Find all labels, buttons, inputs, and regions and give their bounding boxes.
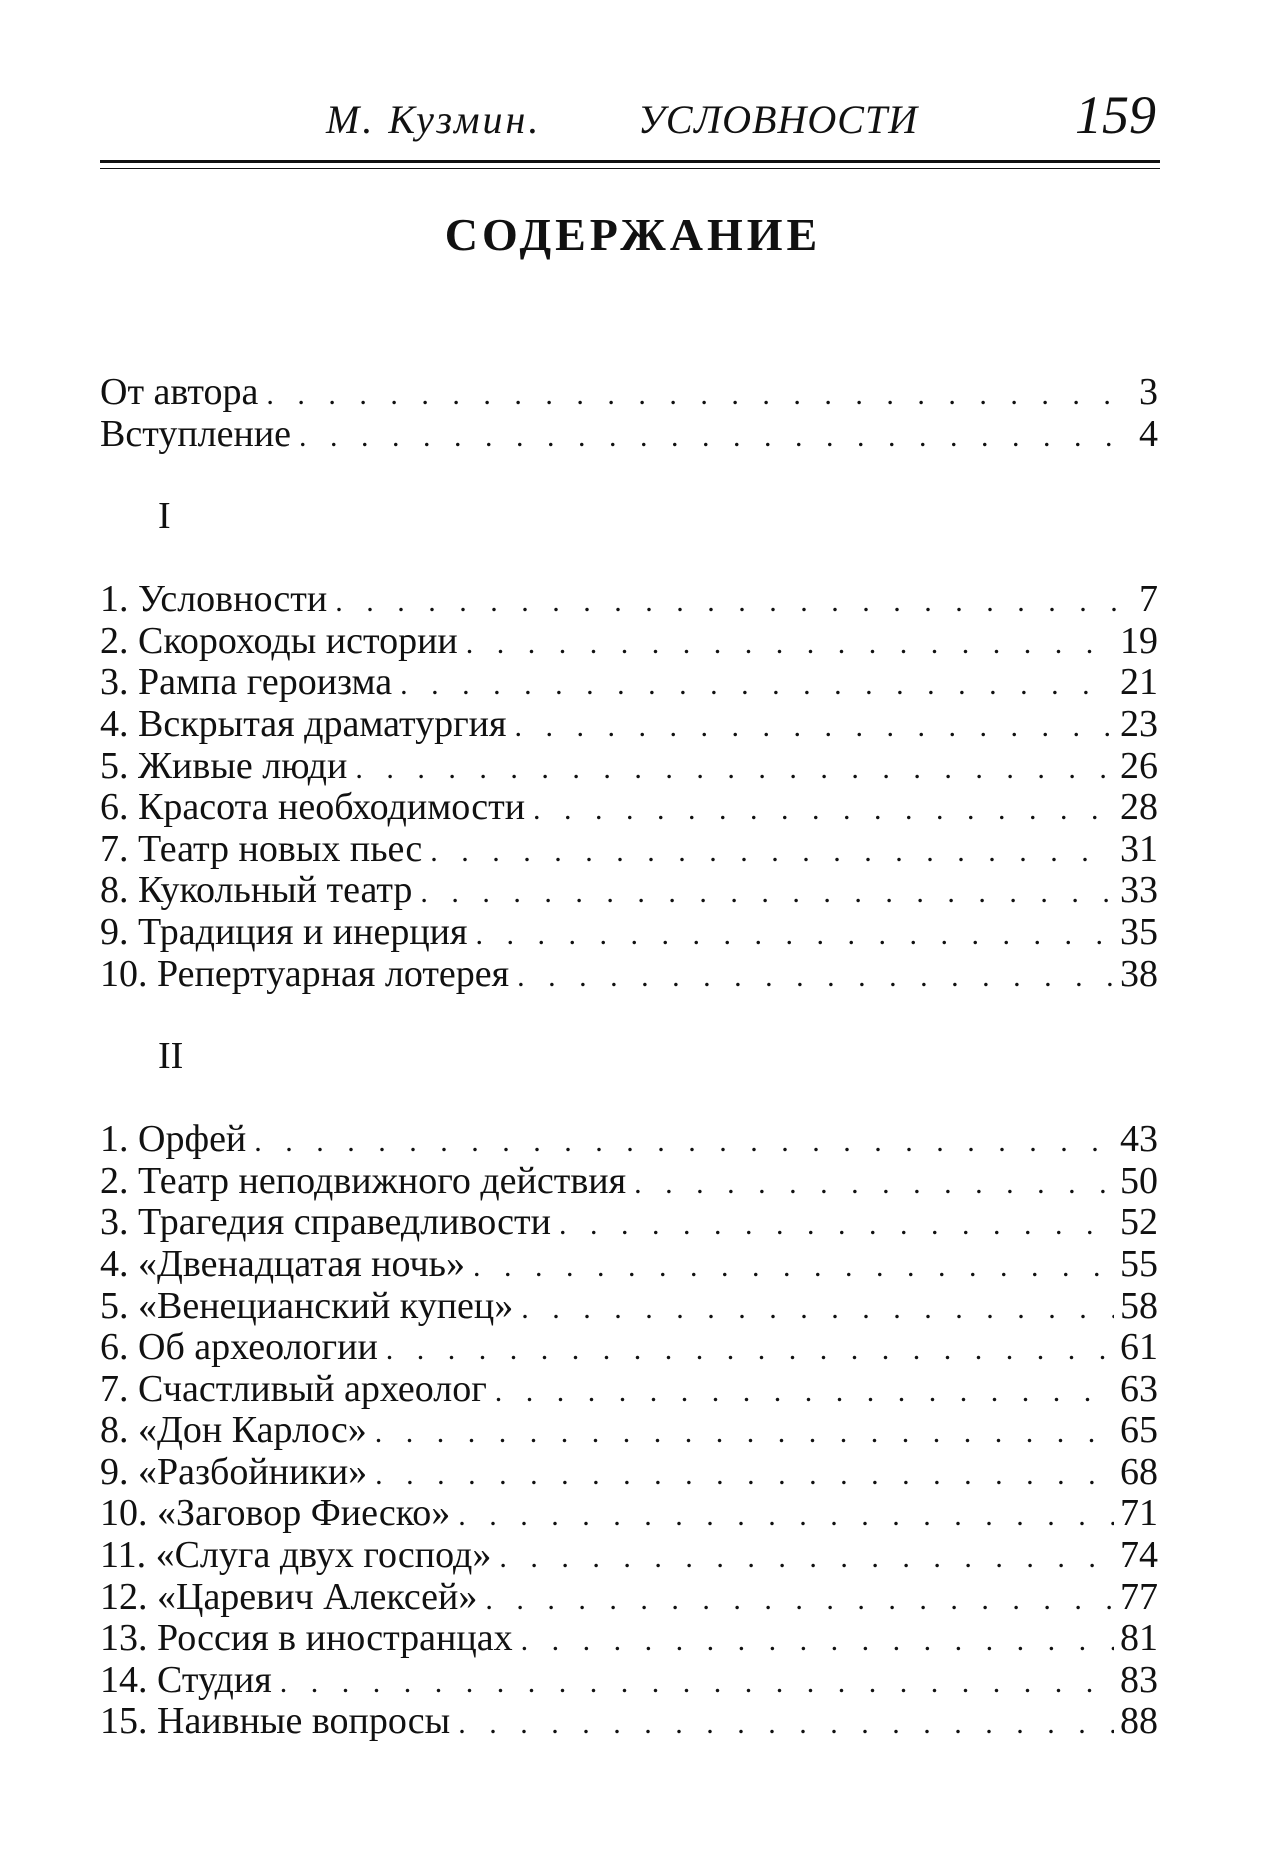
toc-entry-title: 1. Условности: [100, 578, 328, 621]
dot-leader: [386, 1329, 1114, 1371]
dot-leader: [375, 1412, 1114, 1454]
dot-leader: [475, 914, 1114, 956]
toc-entry-title: 7. Счастливый археолог: [100, 1367, 487, 1410]
toc-entry: [100, 1577, 1158, 1619]
toc-entry-page: 61: [1120, 1326, 1158, 1369]
toc-entry: [100, 1535, 1158, 1577]
toc-entry-page: 31: [1120, 827, 1158, 870]
toc-entry-title: 10. «Заговор Фиеско»: [100, 1492, 451, 1535]
toc-entry-page: 3: [1139, 371, 1158, 413]
toc-entry: [100, 414, 1158, 456]
toc-entry-page: 50: [1120, 1159, 1158, 1202]
toc-entry-page: 23: [1120, 702, 1158, 745]
toc-entry-page: 38: [1120, 952, 1158, 995]
toc-entry-page: 77: [1120, 1575, 1158, 1618]
toc-entry-page: 58: [1120, 1284, 1158, 1327]
dot-leader: [458, 1495, 1114, 1537]
toc-entry-page: 55: [1120, 1242, 1158, 1285]
dot-leader: [355, 748, 1114, 790]
dot-leader: [473, 1246, 1114, 1288]
table-of-contents: [100, 372, 1158, 1743]
toc-entry: [100, 579, 1158, 621]
toc-entry-page: 68: [1120, 1450, 1158, 1493]
toc-entry: [100, 870, 1158, 912]
toc-entry-title: 6. Красота необходимости: [100, 786, 526, 829]
toc-entry-page: 88: [1120, 1700, 1158, 1743]
toc-entry: [100, 1244, 1158, 1286]
toc-entry-title: 3. Рампа героизма: [100, 661, 393, 704]
part-label-2: II: [158, 1035, 184, 1078]
dot-leader: [430, 831, 1114, 873]
toc-entry: [100, 829, 1158, 871]
toc-entry-title: 7. Театр новых пьес: [100, 827, 423, 870]
toc-entry-title: 5. «Венецианский купец»: [100, 1284, 514, 1327]
dot-leader: [254, 1121, 1114, 1163]
toc-entry-page: 43: [1120, 1118, 1158, 1161]
toc-entry: [100, 787, 1158, 829]
toc-entry-page: 35: [1120, 910, 1158, 953]
toc-entry: [100, 1161, 1158, 1203]
toc-entry-page: 28: [1120, 786, 1158, 829]
dot-leader: [515, 706, 1115, 748]
toc-entry-title: 5. Живые люди: [100, 744, 348, 787]
toc-entry-title: 6. Об археологии: [100, 1326, 378, 1369]
dot-leader: [335, 581, 1133, 623]
dot-leader: [521, 1620, 1114, 1662]
toc-entry-page: 7: [1139, 578, 1158, 621]
toc-entry-title: От автора: [100, 371, 259, 413]
toc-entry-title: 15. Наивные вопросы: [100, 1700, 451, 1743]
toc-entry-page: 4: [1139, 412, 1158, 455]
dot-leader: [495, 1371, 1114, 1413]
toc-entry: [100, 1327, 1158, 1369]
dot-leader: [458, 1703, 1114, 1745]
dot-leader: [280, 1662, 1114, 1704]
dot-leader: [299, 416, 1133, 458]
toc-entry: [100, 704, 1158, 746]
page-number: 159: [1075, 85, 1156, 145]
dot-leader: [499, 1537, 1114, 1579]
toc-entry: [100, 1202, 1158, 1244]
toc-entry-title: 14. Студия: [100, 1658, 272, 1701]
toc-entry-page: 74: [1120, 1534, 1158, 1577]
toc-entry: [100, 1286, 1158, 1328]
running-head-title: УСЛОВНОСТИ: [638, 97, 919, 142]
toc-entry-page: 83: [1120, 1658, 1158, 1701]
toc-entry-title: 4. Вскрытая драматургия: [100, 702, 507, 745]
toc-entry: [100, 1369, 1158, 1411]
toc-entry-page: 21: [1120, 661, 1158, 704]
dot-leader: [533, 789, 1114, 831]
header-rule-thin: [100, 168, 1160, 169]
toc-entry: [100, 1660, 1158, 1702]
toc-entry: [100, 746, 1158, 788]
toc-entry-title: Вступление: [100, 412, 292, 455]
toc-entry-title: 1. Орфей: [100, 1118, 247, 1161]
toc-entry: [100, 1618, 1158, 1660]
toc-entry-title: 8. Кукольный театр: [100, 869, 413, 912]
header-rule-thick: [100, 160, 1160, 163]
toc-entry-title: 3. Трагедия справедливости: [100, 1201, 551, 1244]
running-head: [0, 85, 1266, 148]
toc-entry-page: 63: [1120, 1367, 1158, 1410]
running-head-author: М. Кузмин.: [326, 97, 542, 142]
dot-leader: [420, 872, 1114, 914]
toc-entry-page: 81: [1120, 1617, 1158, 1660]
toc-entry: [100, 1493, 1158, 1535]
toc-entry-title: 11. «Слуга двух господ»: [100, 1534, 492, 1577]
toc-entry-title: 13. Россия в иностранцах: [100, 1617, 513, 1660]
toc-entry-page: 26: [1120, 744, 1158, 787]
toc-entry: [100, 621, 1158, 663]
toc-entry: [100, 1452, 1158, 1494]
toc-entry-title: 4. «Двенадцатая ночь»: [100, 1242, 465, 1285]
dot-leader: [559, 1204, 1114, 1246]
toc-entry-page: 33: [1120, 869, 1158, 912]
toc-entry-title: 10. Репертуарная лотерея: [100, 952, 510, 995]
part-label-1: I: [158, 495, 171, 538]
toc-entry-title: 9. «Разбойники»: [100, 1450, 368, 1493]
dot-leader: [485, 1579, 1114, 1621]
toc-entry-title: 9. Традиция и инерция: [100, 910, 468, 953]
toc-entry-title: 2. Театр неподвижного действия: [100, 1159, 627, 1202]
dot-leader: [634, 1163, 1114, 1205]
dot-leader: [400, 664, 1114, 706]
toc-entry: [100, 1119, 1158, 1161]
contents-heading: СОДЕРЖАНИЕ: [444, 209, 822, 260]
dot-leader: [517, 956, 1114, 998]
toc-entry: [100, 662, 1158, 704]
dot-leader: [375, 1454, 1114, 1496]
toc-entry-page: 52: [1120, 1201, 1158, 1244]
toc-entry-page: 19: [1120, 619, 1158, 662]
dot-leader: [266, 374, 1133, 416]
toc-entry: [100, 372, 1158, 414]
toc-entry-page: 71: [1120, 1492, 1158, 1535]
toc-entry-title: 2. Скороходы истории: [100, 619, 458, 662]
toc-entry: [100, 1410, 1158, 1452]
dot-leader: [521, 1288, 1114, 1330]
dot-leader: [466, 623, 1114, 665]
toc-entry-title: 8. «Дон Карлос»: [100, 1409, 367, 1452]
toc-entry: [100, 1701, 1158, 1743]
toc-entry-title: 12. «Царевич Алексей»: [100, 1575, 478, 1618]
toc-entry-page: 65: [1120, 1409, 1158, 1452]
toc-entry: [100, 954, 1158, 996]
toc-entry: [100, 912, 1158, 954]
